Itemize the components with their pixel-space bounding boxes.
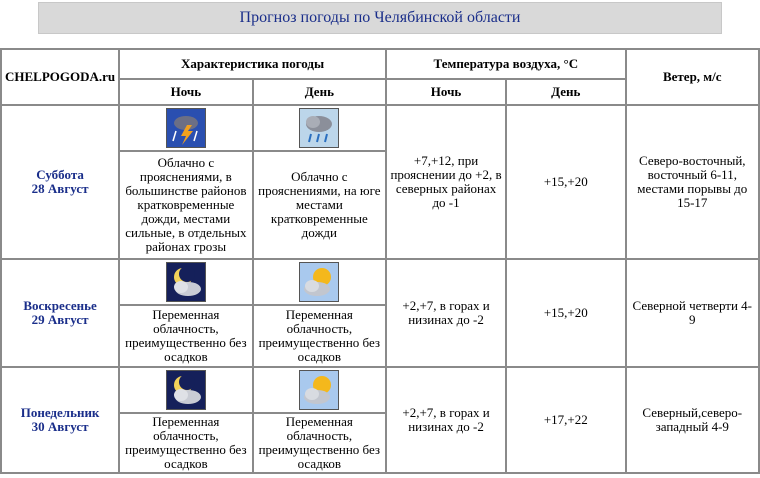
day-label [2, 260, 118, 366]
weather-day-header: День [254, 80, 385, 104]
day-description: Переменная облачность, преимущественно без осадков [254, 306, 385, 366]
moon-cloud-icon [166, 370, 206, 410]
day-label [2, 368, 118, 472]
weekday: Суббота [36, 167, 84, 182]
moon-cloud-icon [166, 262, 206, 302]
day-description: Облачно с прояснениями, на юге местами кратковременные дожди [254, 152, 385, 258]
day-icon-cell [254, 260, 385, 304]
night-temp: +7,+12, при прояснении до +2, в северных районах до -1 [387, 106, 505, 258]
temperature-header: Температура воздуха, °С [387, 50, 624, 78]
date: 29 Август [31, 312, 89, 327]
rain-cloud-icon [299, 108, 339, 148]
day-description: Переменная облачность, преимущественно без осадков [254, 414, 385, 472]
wind-value: Северной четверти 4-9 [627, 260, 758, 366]
thunderstorm-icon [166, 108, 206, 148]
weekday: Воскресенье [23, 298, 97, 313]
day-temp: +17,+22 [507, 368, 625, 472]
day-icon-cell [254, 106, 385, 150]
night-temp: +2,+7, в горах и низинах до -2 [387, 260, 505, 366]
night-icon-cell [120, 368, 251, 412]
page-title: Прогноз погоды по Челябинской области [38, 2, 722, 34]
wind-value: Северо-восточный, восточный 6-11, местами порывы до 15-17 [627, 106, 758, 258]
night-icon-cell [120, 260, 251, 304]
wind-header: Ветер, м/с [627, 50, 758, 104]
weather-night-header: Ночь [120, 80, 251, 104]
day-temp: +15,+20 [507, 106, 625, 258]
sun-cloud-icon [299, 262, 339, 302]
night-description: Переменная облачность, преимущественно без осадков [120, 414, 251, 472]
day-label [2, 106, 118, 258]
temp-night-header: Ночь [387, 80, 505, 104]
day-icon-cell [254, 368, 385, 412]
forecast-table [0, 48, 760, 474]
date: 28 Август [31, 181, 89, 196]
weekday: Понедельник [20, 405, 100, 420]
weather-header: Характеристика погоды [120, 50, 385, 78]
temp-day-header: День [507, 80, 625, 104]
wind-value: Северный,северо-западный 4-9 [627, 368, 758, 472]
night-description: Облачно с прояснениями, в большинстве районов кратковременные дожди, местами сильные, в отдельных районах грозы [120, 152, 251, 258]
night-temp: +2,+7, в горах и низинах до -2 [387, 368, 505, 472]
night-description: Переменная облачность, преимущественно без осадков [120, 306, 251, 366]
date: 30 Август [31, 419, 89, 434]
sun-cloud-icon [299, 370, 339, 410]
day-temp: +15,+20 [507, 260, 625, 366]
brand-label: CHELPOGODA.ru [2, 50, 118, 104]
night-icon-cell [120, 106, 251, 150]
